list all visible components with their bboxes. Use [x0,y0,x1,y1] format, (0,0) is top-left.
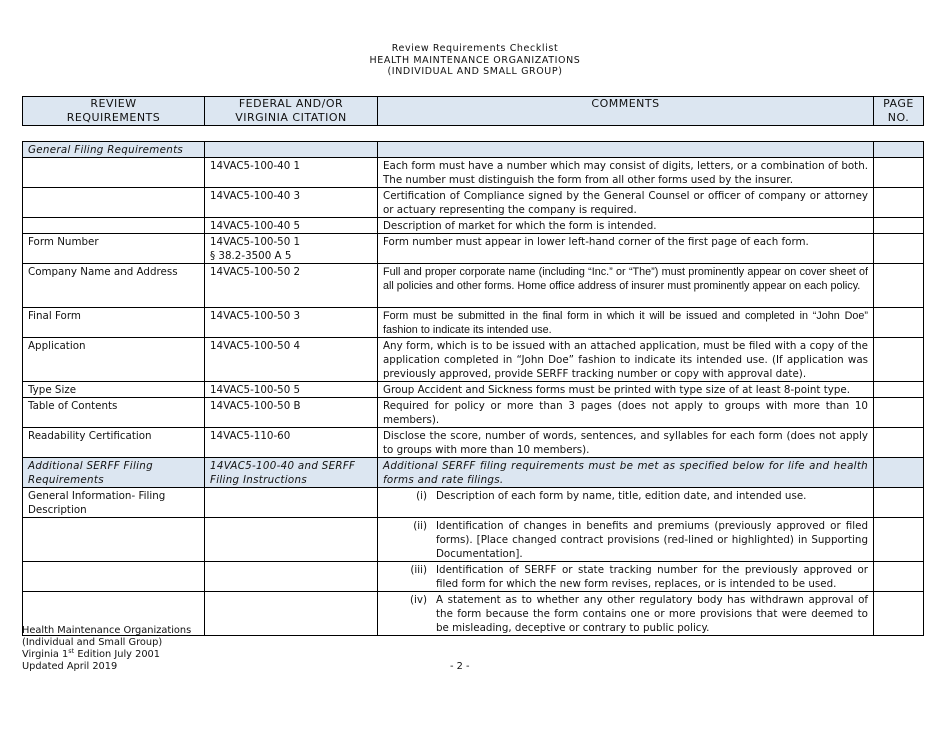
page-footer [22,625,191,673]
header-citation: FEDERAL AND/OR VIRGINIA CITATION [205,97,378,126]
header-row [23,97,924,126]
citation: 14VAC5-100-40 and SERFF Filing Instructions [205,458,378,488]
table-row [23,428,924,458]
header-page-no: PAGE NO. [874,97,924,126]
page-no-cell [874,398,924,428]
citation: 14VAC5-100-40 1 [205,158,378,188]
comment [378,518,874,562]
requirement: Application [23,338,205,382]
citation: 14VAC5-110-60 [205,428,378,458]
table-row [23,218,924,234]
table-row [23,488,924,518]
page-no-cell [874,234,924,264]
item-number: (iv) [410,594,427,606]
citation: 14VAC5-100-50 3 [205,308,378,338]
requirement: Form Number [23,234,205,264]
title-line-3: (INDIVIDUAL AND SMALL GROUP) [387,66,563,77]
section-title: Additional SERFF Filing Requirements [23,458,205,488]
footer-line-2: (Individual and Small Group) [22,637,163,648]
table-row [23,308,924,338]
citation: 14VAC5-100-40 5 [205,218,378,234]
table-row [23,518,924,562]
comment: Certification of Compliance signed by the General Counsel or officer of company or attorney or actuary representing the company is required. [378,188,874,218]
item-number: (i) [416,490,427,502]
comment: Group Accident and Sickness forms must be printed with type size of at least 8-point type. [378,382,874,398]
citation: 14VAC5-100-50 B [205,398,378,428]
page-no-cell [874,264,924,308]
page-no-cell [874,218,924,234]
page-no-cell [874,188,924,218]
title-line-1: Review Requirements Checklist [391,43,559,54]
item-number: (iii) [410,564,427,576]
item-number: (ii) [413,520,427,532]
comment: Description of market for which the form is intended. [378,218,874,234]
comment [378,562,874,592]
page-no-cell [874,562,924,592]
citation: 14VAC5-100-50 5 [205,382,378,398]
requirement: Type Size [23,382,205,398]
title-line-2: HEALTH MAINTENANCE ORGANIZATIONS [369,54,581,66]
comment [378,488,874,518]
requirement: Table of Contents [23,398,205,428]
table-row [23,188,924,218]
requirement: Company Name and Address [23,264,205,308]
item-text: Identification of changes in benefits and premiums (previously approved or filed forms). [Place changed contract provisions (red-lined or highlighted) in Supporting Documentation]. [436,520,868,560]
requirements-table [22,141,924,636]
table-row [23,382,924,398]
page-no-cell [874,158,924,188]
requirement: Final Form [23,308,205,338]
comment: Each form must have a number which may consist of digits, letters, or a combination of both. The number must distinguish the form from all other forms used by the insurer. [378,158,874,188]
header-comments: COMMENTS [378,97,874,126]
comment: Form must be submitted in the final form in which it will be issued and completed in “John Doe” fashion to indicate its intended use. [378,308,874,338]
item-text: A statement as to whether any other regulatory body has withdrawn approval of the form because the form contains one or more provisions that were deemed to be misleading, deceptive or contrary to public policy. [436,594,868,634]
comment: Any form, which is to be issued with an attached application, must be filed with a copy of the application completed in “John Doe” fashion to indicate its intended use. (If application was previously approved, provide SERFF tracking number or copy with approval date). [378,338,874,382]
section-row-additional [23,458,924,488]
page-no-cell [874,428,924,458]
table-row [23,338,924,382]
document-title [0,43,950,78]
section-row-general [23,142,924,158]
table-row [23,158,924,188]
page-no-cell [874,592,924,636]
header-review-requirements: REVIEW REQUIREMENTS [23,97,205,126]
comment: Disclose the score, number of words, sentences, and syllables for each form (does not apply to groups with more than 10 members). [378,428,874,458]
page-number: - 2 - [450,661,470,672]
comment: Additional SERFF filing requirements must be met as specified below for life and health forms and rate filings. [378,458,874,488]
page-no-cell [874,518,924,562]
comment: Required for policy or more than 3 pages (does not apply to groups with more than 10 members). [378,398,874,428]
citation: 14VAC5-100-40 3 [205,188,378,218]
comment: Full and proper corporate name (including “Inc.” or “The”) must prominently appear on cover sheet of all policies and other forms. Home office address of insurer must prominently appear on each policy. [378,264,874,308]
requirement: Readability Certification [23,428,205,458]
item-text: Description of each form by name, title, edition date, and intended use. [436,490,807,502]
citation: 14VAC5-100-50 1 § 38.2-3500 A 5 [205,234,378,264]
citation: 14VAC5-100-50 4 [205,338,378,382]
table-row [23,398,924,428]
table-row [23,264,924,308]
page-no-cell [874,338,924,382]
table-row [23,562,924,592]
requirement: General Information- Filing Description [23,488,205,518]
section-title: General Filing Requirements [23,142,205,158]
header-table [22,96,924,126]
item-text: Identification of SERFF or state tracking number for the previously approved or filed form for which the new form revises, replaces, or is intended to be used. [436,564,868,590]
citation: 14VAC5-100-50 2 [205,264,378,308]
comment [378,592,874,636]
page-no-cell [874,488,924,518]
footer-line-1: Health Maintenance Organizations [22,625,192,636]
footer-line-3: Virginia 1st Edition July 2001 [22,647,161,660]
comment: Form number must appear in lower left-hand corner of the first page of each form. [378,234,874,264]
table-row [23,234,924,264]
footer-line-4: Updated April 2019 [22,661,118,672]
page-no-cell [874,382,924,398]
page-no-cell [874,308,924,338]
